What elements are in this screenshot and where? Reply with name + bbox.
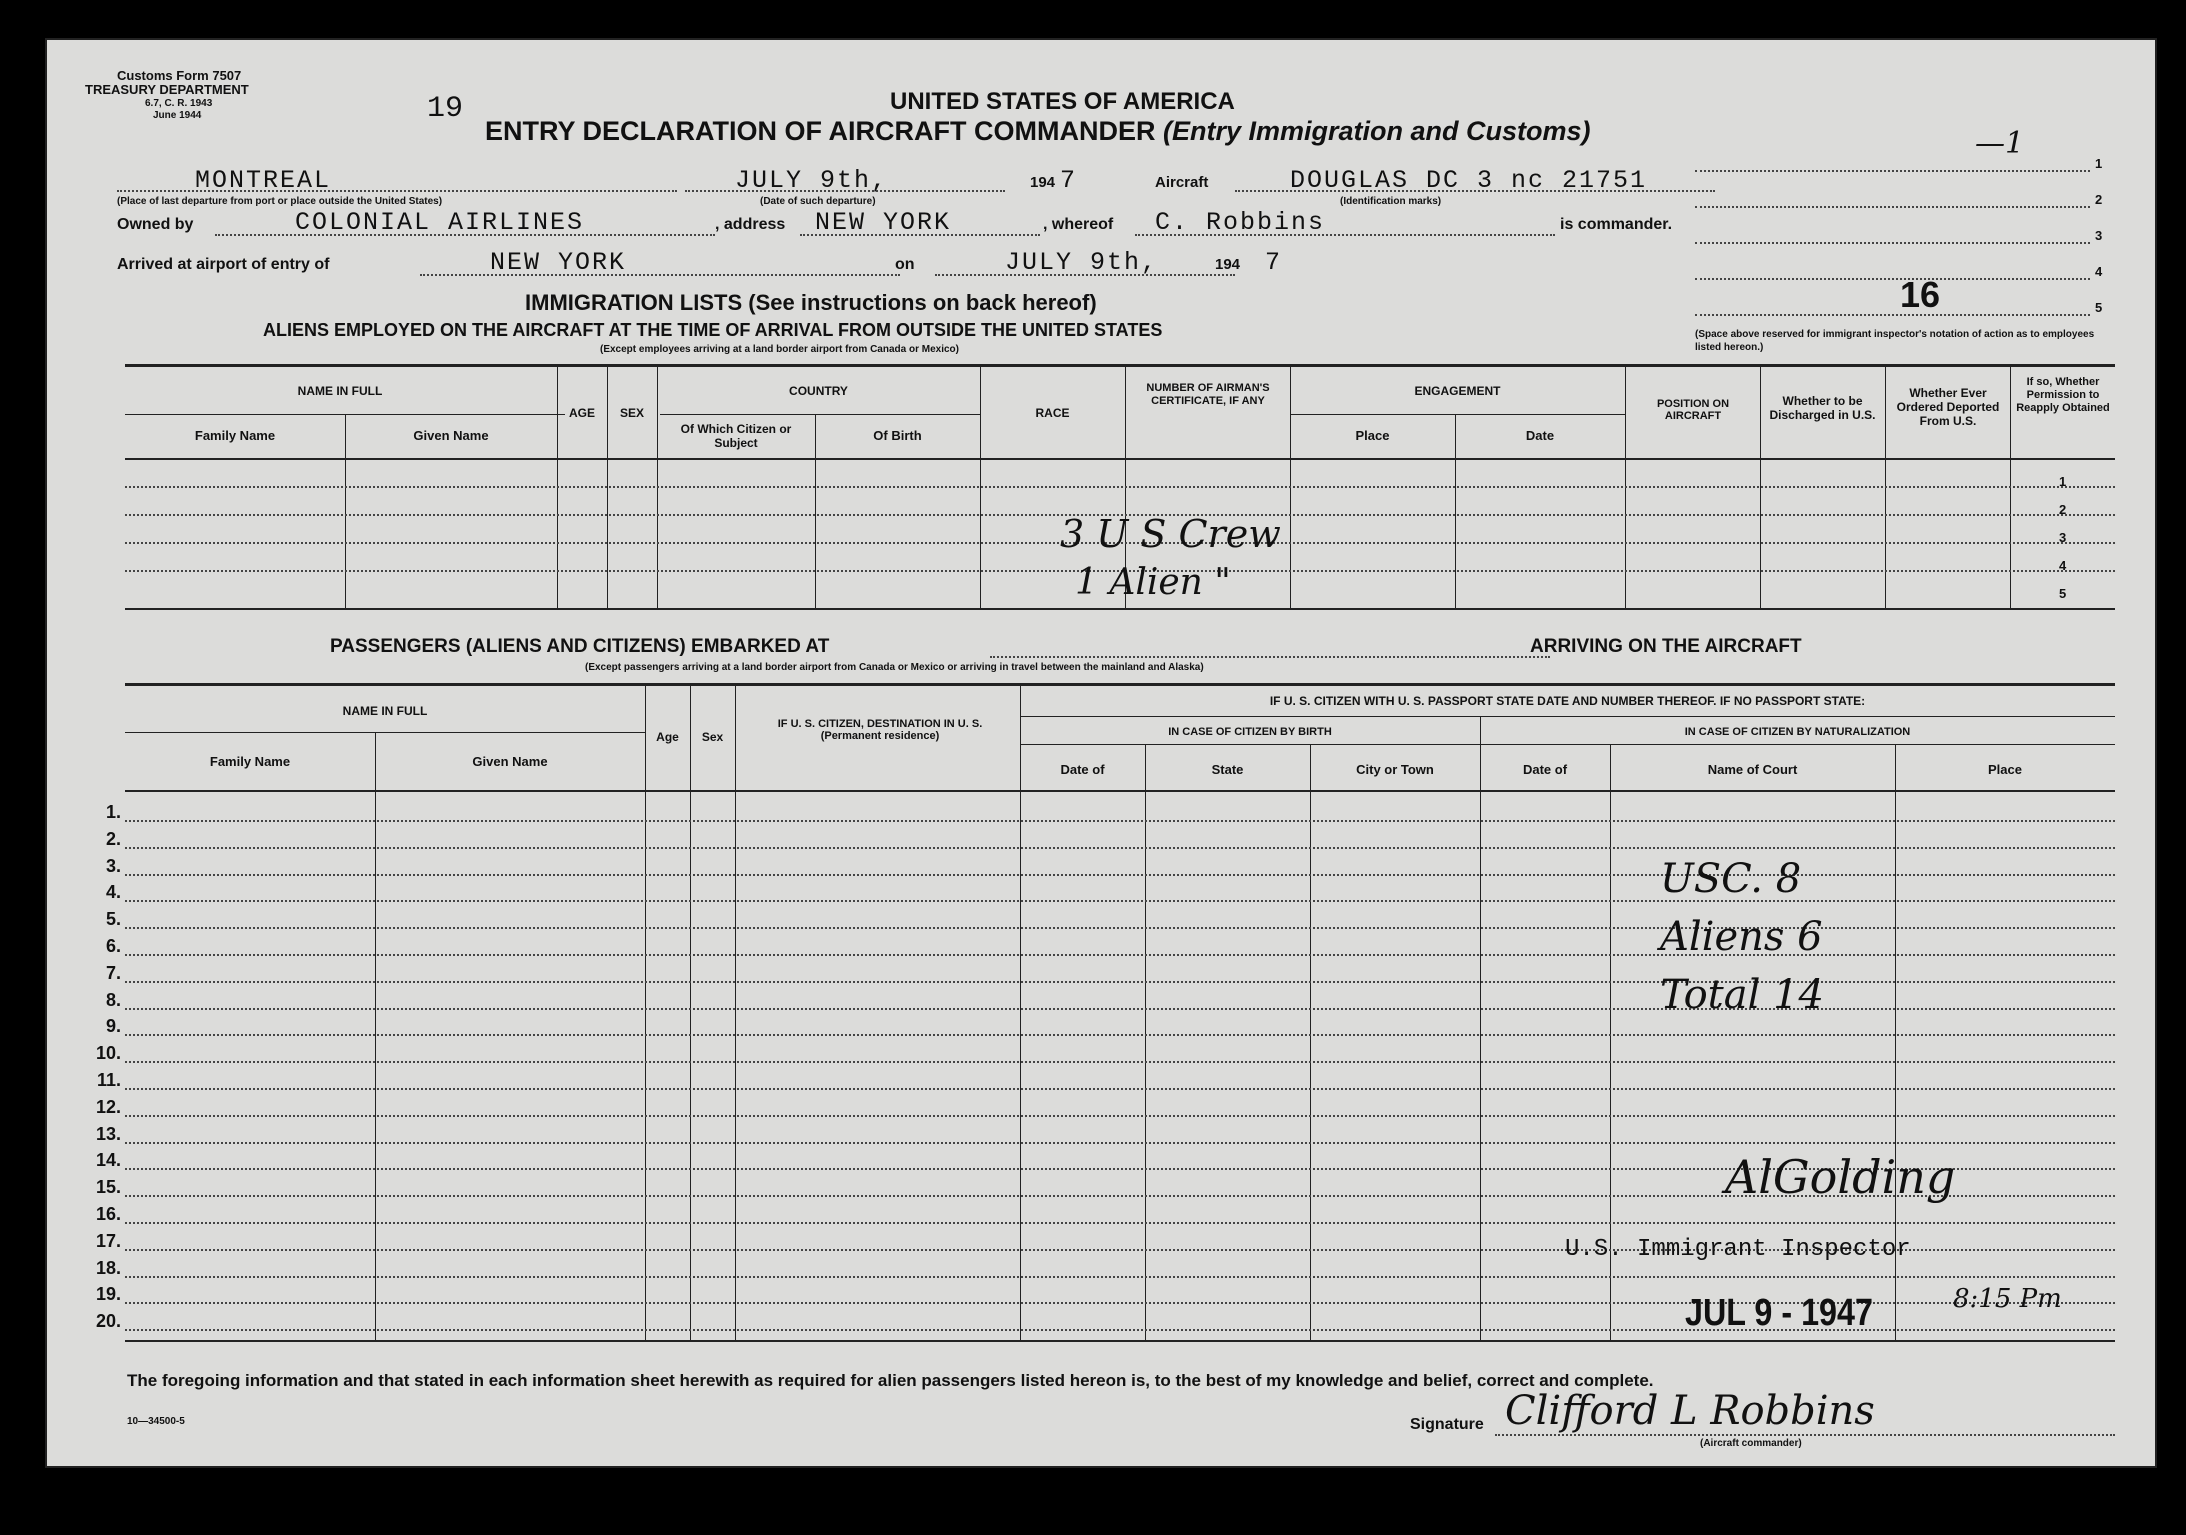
- col-sex: SEX: [619, 406, 644, 420]
- inspector-time: 8:15 Pm: [1953, 1284, 2062, 1314]
- page-title-main: ENTRY DECLARATION OF AIRCRAFT COMMANDER: [485, 116, 1156, 146]
- arrival-year-prefix: 194: [1215, 256, 1241, 273]
- owner-name: COLONIAL AIRLINES: [295, 208, 585, 237]
- aircraft-marks: DOUGLAS DC 3 nc 21751: [1290, 166, 1648, 195]
- immigration-heading: IMMIGRATION LISTS (See instructions on back hereof): [525, 290, 1097, 315]
- col-name-in-full: NAME IN FULL: [297, 384, 383, 398]
- col-age: AGE: [568, 406, 595, 420]
- col-permission: If so, Whether Permission to Reapply Obtained: [2016, 376, 2110, 414]
- pcol-given-name: Given Name: [472, 754, 548, 769]
- departure-place-caption: (Place of last departure from port or place outside the United States): [117, 196, 443, 207]
- col-birth: Of Birth: [873, 428, 922, 443]
- notation-line-number: 2: [2095, 192, 2103, 207]
- col-engagement-date: Date: [1525, 428, 1555, 443]
- passenger-row-number: 9.: [105, 1016, 121, 1037]
- arrival-year: 7: [1265, 248, 1283, 277]
- commander-name: C. Robbins: [1155, 208, 1326, 237]
- arrival-label: Arrived at airport of entry of: [117, 256, 330, 273]
- crew-subheading: (Except employees arriving at a land border airport from Canada or Mexico): [600, 344, 959, 355]
- passengers-heading-right: ARRIVING ON THE AIRCRAFT: [1530, 636, 1802, 657]
- inspector-signature: AlGolding: [1725, 1150, 1956, 1204]
- form-id: Customs Form 7507: [117, 68, 242, 83]
- pcol-age: Age: [656, 730, 679, 744]
- page-title: [485, 116, 1591, 147]
- tally-total: Total 14: [1660, 972, 1824, 1018]
- address-label: , address: [715, 216, 786, 233]
- aircraft-label: Aircraft: [1155, 174, 1209, 191]
- signature-caption: (Aircraft commander): [1700, 1438, 1802, 1449]
- passenger-row-number: 8.: [105, 989, 121, 1010]
- crew-row-number: 3: [2059, 530, 2067, 545]
- passenger-row-number: 6.: [105, 936, 121, 956]
- arrival-airport: NEW YORK: [490, 248, 627, 277]
- form-date: June 1944: [153, 110, 202, 121]
- passenger-row-number: 13.: [95, 1123, 121, 1144]
- col-engagement: ENGAGEMENT: [1414, 384, 1501, 398]
- pcol-date-of: Date of: [1060, 762, 1105, 777]
- department: TREASURY DEPARTMENT: [85, 82, 249, 97]
- print-code: 10—34500-5: [127, 1416, 185, 1427]
- cfr: 6.7, C. R. 1943: [145, 98, 213, 109]
- pcol-destination: IF U. S. CITIZEN, DESTINATION IN U. S. (Permanent residence): [777, 718, 983, 742]
- col-position: POSITION ON AIRCRAFT: [1656, 398, 1730, 422]
- notation-line-number: 4: [2095, 264, 2103, 279]
- inspector-top-mark: —1: [1975, 126, 2025, 161]
- passengers-subheading: (Except passengers arriving at a land border airport from Canada or Mexico or arriving in travel between the mainland and Alaska): [585, 662, 1204, 673]
- page-title-sub: (Entry Immigration and Customs): [1162, 116, 1591, 146]
- col-certificate: NUMBER OF AIRMAN'S CERTIFICATE, IF ANY: [1146, 382, 1270, 407]
- passenger-row-number: 2.: [105, 828, 121, 849]
- notation-caption: (Space above reserved for immigrant inspector's notation of action as to employees listed hereon.): [1695, 329, 2095, 353]
- tally-citizens: USC. 8: [1660, 856, 1802, 902]
- tally-aliens: Aliens 6: [1660, 914, 1823, 960]
- pcol-place: Place: [1988, 762, 2022, 777]
- col-family-name: Family Name: [194, 428, 276, 443]
- col-race: RACE: [1035, 406, 1070, 420]
- handwritten-crew-note: 3 U S Crew: [1060, 512, 1281, 556]
- passenger-row-number: 12.: [95, 1096, 121, 1117]
- crew-row-number: 5: [2059, 586, 2067, 601]
- on-label: on: [895, 256, 915, 273]
- pcol-sex: Sex: [701, 730, 724, 744]
- passenger-row-number: 10.: [95, 1043, 121, 1064]
- serial-number: 19: [427, 92, 464, 126]
- departure-place: MONTREAL: [195, 166, 332, 195]
- pcol-by-naturalization: IN CASE OF CITIZEN BY NATURALIZATION: [1684, 726, 1911, 738]
- passenger-row-number: 15.: [95, 1177, 121, 1198]
- inspector-count: 16: [1900, 274, 1941, 315]
- col-given-name: Given Name: [413, 428, 489, 443]
- departure-year: 7: [1060, 166, 1078, 195]
- pcol-passport: IF U. S. CITIZEN WITH U. S. PASSPORT STATE DATE AND NUMBER THEREOF. IF NO PASSPORT STATE:: [1269, 694, 1866, 708]
- passenger-row-number: 1.: [105, 802, 121, 822]
- crew-row-number: 1: [2059, 474, 2067, 489]
- pcol-name-in-full: NAME IN FULL: [342, 704, 428, 718]
- footer-statement: The foregoing information and that stated in each information sheet herewith as required for alien passengers listed hereon is, to the best of my knowledge and belief, correct and complete.: [127, 1371, 1654, 1390]
- passenger-row-number: 5.: [105, 909, 121, 930]
- passenger-row-number: 19.: [95, 1284, 121, 1305]
- passengers-heading: PASSENGERS (ALIENS AND CITIZENS) EMBARKED AT: [330, 636, 830, 657]
- stamp-date: JUL 9 - 1947: [1685, 1292, 1873, 1334]
- pcol-city: City or Town: [1356, 762, 1434, 777]
- whereof-label: , whereof: [1043, 216, 1114, 233]
- pcol-court: Name of Court: [1707, 762, 1798, 777]
- notation-line-number: 5: [2095, 300, 2103, 315]
- inspector-title: U.S. Immigrant Inspector: [1565, 1236, 1911, 1263]
- departure-year-prefix: 194: [1030, 174, 1056, 191]
- owned-by-label: Owned by: [117, 216, 194, 233]
- pcol-by-birth: IN CASE OF CITIZEN BY BIRTH: [1168, 726, 1332, 738]
- signature-label: Signature: [1410, 1416, 1484, 1433]
- notation-line-number: 1: [2095, 156, 2103, 171]
- departure-date: JULY 9th,: [735, 166, 889, 195]
- col-deported: Whether Ever Ordered Deported From U.S.: [1896, 386, 2000, 428]
- passenger-row-number: 14.: [95, 1150, 121, 1171]
- col-citizen-of: Of Which Citizen or Subject: [680, 422, 792, 450]
- crew-heading: ALIENS EMPLOYED ON THE AIRCRAFT AT THE TIME OF ARRIVAL FROM OUTSIDE THE UNITED STATES: [263, 320, 1163, 340]
- col-discharged: Whether to be Discharged in U.S.: [1769, 394, 1876, 422]
- col-engagement-place: Place: [1355, 428, 1390, 443]
- pcol-family-name: Family Name: [209, 754, 291, 769]
- passenger-row-number: 3.: [105, 855, 121, 876]
- passenger-row-number: 4.: [105, 882, 121, 903]
- crew-row-number: 2: [2059, 502, 2067, 517]
- col-country: COUNTRY: [789, 384, 848, 398]
- passenger-row-number: 17.: [95, 1230, 121, 1251]
- owner-address: NEW YORK: [815, 208, 952, 237]
- form-sheet: [45, 38, 2157, 1468]
- passenger-row-number: 7.: [105, 962, 121, 983]
- commander-signature: Clifford L Robbins: [1505, 1388, 1875, 1434]
- aircraft-caption: (Identification marks): [1340, 196, 1442, 207]
- crew-row-number: 4: [2059, 558, 2067, 573]
- passenger-row-number: 18.: [95, 1257, 121, 1278]
- commander-suffix: is commander.: [1560, 216, 1673, 233]
- passenger-row-number: 20.: [95, 1311, 121, 1332]
- handwritten-alien-note: 1 Alien ": [1075, 562, 1231, 603]
- departure-date-caption: (Date of such departure): [760, 196, 876, 207]
- pcol-state: State: [1211, 762, 1244, 777]
- pcol-date-of-naturalization: Date of: [1522, 762, 1568, 777]
- arrival-date: JULY 9th,: [1005, 248, 1159, 277]
- country-title: UNITED STATES OF AMERICA: [890, 88, 1235, 115]
- passenger-row-number: 16.: [95, 1204, 121, 1224]
- notation-line-number: 3: [2095, 228, 2103, 243]
- passenger-row-number: 11.: [96, 1070, 121, 1090]
